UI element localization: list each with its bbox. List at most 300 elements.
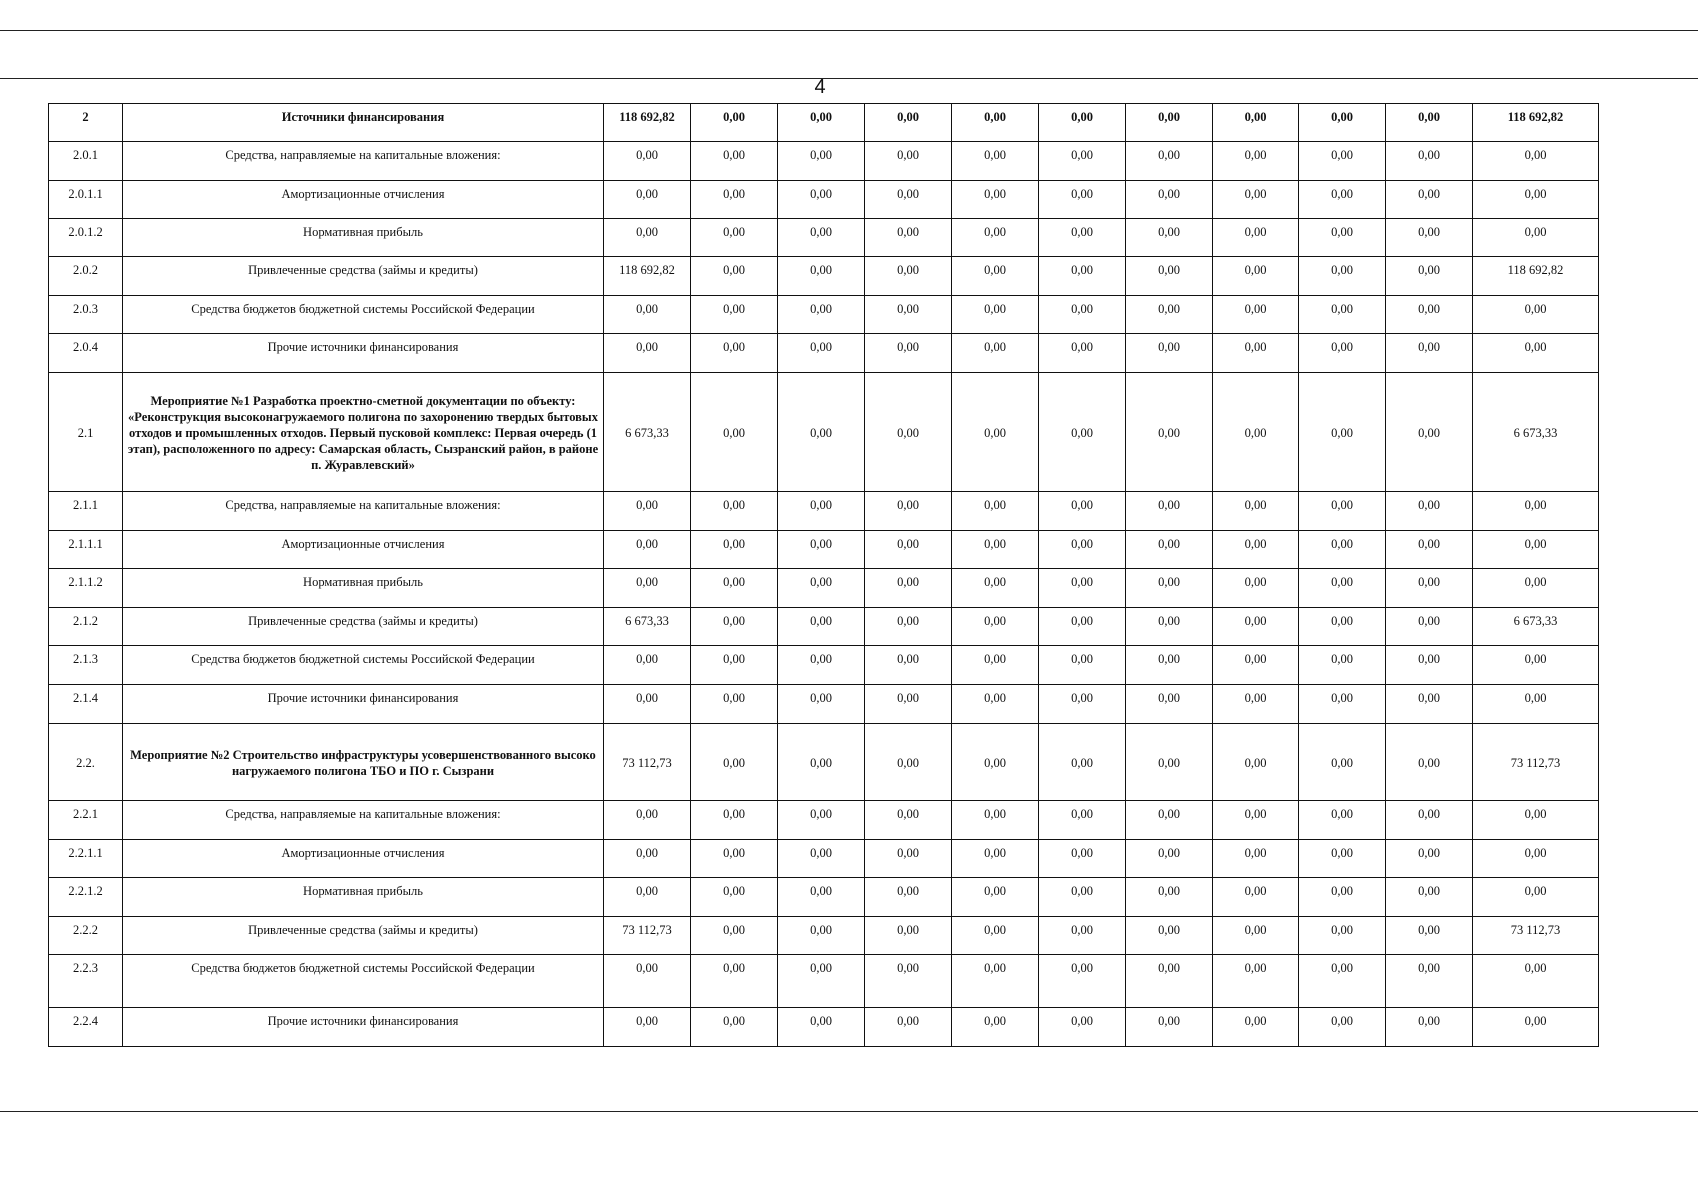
value-cell: 0,00 bbox=[1039, 646, 1126, 685]
value-cell: 0,00 bbox=[865, 646, 952, 685]
value-cell: 0,00 bbox=[1386, 646, 1473, 685]
value-cell: 0,00 bbox=[1299, 955, 1386, 1008]
value-cell: 0,00 bbox=[952, 801, 1039, 840]
value-cell: 0,00 bbox=[865, 296, 952, 334]
value-cell: 0,00 bbox=[1039, 492, 1126, 531]
table-row bbox=[49, 492, 1599, 531]
page-number: 4 bbox=[814, 76, 826, 98]
value-cell: 0,00 bbox=[778, 257, 865, 296]
value-cell: 0,00 bbox=[1213, 181, 1299, 219]
value-cell: 0,00 bbox=[952, 878, 1039, 917]
value-cell: 0,00 bbox=[1299, 840, 1386, 878]
value-cell: 0,00 bbox=[1213, 531, 1299, 569]
row-code: 2.2.2 bbox=[49, 917, 123, 955]
row-total-cell: 0,00 bbox=[1473, 569, 1599, 608]
value-cell: 0,00 bbox=[1386, 955, 1473, 1008]
value-cell: 0,00 bbox=[778, 492, 865, 531]
value-cell: 0,00 bbox=[691, 373, 778, 492]
value-cell: 0,00 bbox=[865, 334, 952, 373]
row-total-cell: 0,00 bbox=[1473, 955, 1599, 1008]
row-total-cell: 6 673,33 bbox=[1473, 608, 1599, 646]
value-cell: 0,00 bbox=[1386, 142, 1473, 181]
value-cell: 0,00 bbox=[865, 142, 952, 181]
value-cell: 0,00 bbox=[1386, 801, 1473, 840]
value-cell: 0,00 bbox=[1299, 142, 1386, 181]
value-cell: 0,00 bbox=[1213, 219, 1299, 257]
value-cell: 0,00 bbox=[604, 955, 691, 1008]
value-cell: 0,00 bbox=[691, 801, 778, 840]
table-row bbox=[49, 531, 1599, 569]
value-cell: 0,00 bbox=[865, 492, 952, 531]
row-code: 2.0.1 bbox=[49, 142, 123, 181]
value-cell: 0,00 bbox=[778, 373, 865, 492]
value-cell: 0,00 bbox=[865, 373, 952, 492]
value-cell: 0,00 bbox=[778, 646, 865, 685]
row-name: Источники финансирования bbox=[123, 104, 604, 142]
value-cell: 0,00 bbox=[1039, 296, 1126, 334]
value-cell: 0,00 bbox=[1126, 257, 1213, 296]
row-name: Средства, направляемые на капитальные вложения: bbox=[123, 492, 604, 531]
value-cell: 0,00 bbox=[1126, 724, 1213, 801]
value-cell: 0,00 bbox=[952, 608, 1039, 646]
row-total-cell: 0,00 bbox=[1473, 181, 1599, 219]
value-cell: 0,00 bbox=[952, 685, 1039, 724]
row-name: Средства бюджетов бюджетной системы Российской Федерации bbox=[123, 646, 604, 685]
value-cell: 0,00 bbox=[604, 142, 691, 181]
row-name: Амортизационные отчисления bbox=[123, 840, 604, 878]
value-cell: 0,00 bbox=[1126, 142, 1213, 181]
value-cell: 0,00 bbox=[1386, 608, 1473, 646]
value-cell: 0,00 bbox=[865, 569, 952, 608]
value-cell: 0,00 bbox=[865, 724, 952, 801]
value-cell: 0,00 bbox=[1213, 296, 1299, 334]
value-cell: 0,00 bbox=[952, 296, 1039, 334]
value-cell: 0,00 bbox=[865, 685, 952, 724]
row-name: Мероприятие №2 Строительство инфраструктуры усовершенствованного высоко нагружаемого полигона ТБО и ПО г. Сызрани bbox=[123, 724, 604, 801]
value-cell: 0,00 bbox=[1299, 219, 1386, 257]
row-code: 2.0.2 bbox=[49, 257, 123, 296]
row-name: Средства, направляемые на капитальные вложения: bbox=[123, 142, 604, 181]
value-cell: 6 673,33 bbox=[604, 373, 691, 492]
row-total-cell: 0,00 bbox=[1473, 840, 1599, 878]
row-name: Прочие источники финансирования bbox=[123, 1008, 604, 1047]
value-cell: 0,00 bbox=[1126, 955, 1213, 1008]
value-cell: 0,00 bbox=[778, 334, 865, 373]
value-cell: 0,00 bbox=[691, 142, 778, 181]
value-cell: 0,00 bbox=[1299, 104, 1386, 142]
value-cell: 0,00 bbox=[952, 840, 1039, 878]
row-code: 2.0.4 bbox=[49, 334, 123, 373]
value-cell: 0,00 bbox=[1386, 492, 1473, 531]
value-cell: 0,00 bbox=[865, 608, 952, 646]
value-cell: 0,00 bbox=[1299, 1008, 1386, 1047]
value-cell: 0,00 bbox=[1126, 492, 1213, 531]
value-cell: 0,00 bbox=[1213, 569, 1299, 608]
value-cell: 0,00 bbox=[604, 181, 691, 219]
row-name: Привлеченные средства (займы и кредиты) bbox=[123, 257, 604, 296]
value-cell: 0,00 bbox=[778, 955, 865, 1008]
row-name: Прочие источники финансирования bbox=[123, 685, 604, 724]
row-code: 2.0.1.2 bbox=[49, 219, 123, 257]
value-cell: 0,00 bbox=[952, 569, 1039, 608]
row-name: Привлеченные средства (займы и кредиты) bbox=[123, 917, 604, 955]
value-cell: 0,00 bbox=[778, 142, 865, 181]
value-cell: 0,00 bbox=[1126, 878, 1213, 917]
table-row bbox=[49, 181, 1599, 219]
value-cell: 0,00 bbox=[604, 492, 691, 531]
value-cell: 0,00 bbox=[778, 878, 865, 917]
value-cell: 0,00 bbox=[1386, 878, 1473, 917]
table-row bbox=[49, 296, 1599, 334]
row-name: Мероприятие №1 Разработка проектно-сметной документации по объекту: «Реконструкция высоконагружаемого полигона по захоронению твердых бытовых отходов и промышленных отходов. Первый пусковой комплекс: Первая очередь (1 этап), расположенного по адресу: Самарская область, Сызранский район, в районе п. Журавлевский» bbox=[123, 373, 604, 492]
value-cell: 0,00 bbox=[1213, 142, 1299, 181]
value-cell: 0,00 bbox=[1126, 840, 1213, 878]
value-cell: 0,00 bbox=[1386, 531, 1473, 569]
row-total-cell: 0,00 bbox=[1473, 646, 1599, 685]
value-cell: 0,00 bbox=[1299, 685, 1386, 724]
row-total-cell: 0,00 bbox=[1473, 1008, 1599, 1047]
value-cell: 0,00 bbox=[1126, 296, 1213, 334]
row-total-cell: 0,00 bbox=[1473, 296, 1599, 334]
row-code: 2.1.1.2 bbox=[49, 569, 123, 608]
row-code: 2.1.2 bbox=[49, 608, 123, 646]
value-cell: 0,00 bbox=[1126, 531, 1213, 569]
value-cell: 0,00 bbox=[1299, 724, 1386, 801]
value-cell: 0,00 bbox=[1039, 142, 1126, 181]
value-cell: 0,00 bbox=[1299, 608, 1386, 646]
value-cell: 0,00 bbox=[1213, 334, 1299, 373]
value-cell: 0,00 bbox=[691, 646, 778, 685]
value-cell: 0,00 bbox=[1039, 373, 1126, 492]
financing-table bbox=[48, 103, 1599, 1047]
value-cell: 0,00 bbox=[778, 219, 865, 257]
row-total-cell: 118 692,82 bbox=[1473, 257, 1599, 296]
row-total-cell: 0,00 bbox=[1473, 219, 1599, 257]
value-cell: 0,00 bbox=[1386, 569, 1473, 608]
value-cell: 0,00 bbox=[691, 608, 778, 646]
value-cell: 0,00 bbox=[1213, 257, 1299, 296]
value-cell: 0,00 bbox=[1386, 724, 1473, 801]
value-cell: 0,00 bbox=[604, 334, 691, 373]
row-name: Нормативная прибыль bbox=[123, 878, 604, 917]
table-row bbox=[49, 257, 1599, 296]
value-cell: 0,00 bbox=[1213, 955, 1299, 1008]
row-total-cell: 73 112,73 bbox=[1473, 724, 1599, 801]
value-cell: 0,00 bbox=[865, 1008, 952, 1047]
row-total-cell: 118 692,82 bbox=[1473, 104, 1599, 142]
table-row bbox=[49, 104, 1599, 142]
row-name: Амортизационные отчисления bbox=[123, 181, 604, 219]
row-code: 2.2.1.2 bbox=[49, 878, 123, 917]
value-cell: 0,00 bbox=[778, 608, 865, 646]
row-code: 2.1.1.1 bbox=[49, 531, 123, 569]
value-cell: 0,00 bbox=[778, 840, 865, 878]
row-name: Привлеченные средства (займы и кредиты) bbox=[123, 608, 604, 646]
row-total-cell: 0,00 bbox=[1473, 685, 1599, 724]
value-cell: 0,00 bbox=[1039, 608, 1126, 646]
value-cell: 0,00 bbox=[604, 219, 691, 257]
value-cell: 73 112,73 bbox=[604, 724, 691, 801]
table-row-measure bbox=[49, 373, 1599, 492]
value-cell: 0,00 bbox=[1039, 257, 1126, 296]
value-cell: 0,00 bbox=[1126, 569, 1213, 608]
value-cell: 0,00 bbox=[778, 531, 865, 569]
value-cell: 0,00 bbox=[952, 1008, 1039, 1047]
value-cell: 0,00 bbox=[1126, 104, 1213, 142]
value-cell: 0,00 bbox=[952, 955, 1039, 1008]
value-cell: 0,00 bbox=[952, 531, 1039, 569]
value-cell: 0,00 bbox=[1213, 492, 1299, 531]
value-cell: 0,00 bbox=[1386, 104, 1473, 142]
row-code: 2.2.4 bbox=[49, 1008, 123, 1047]
row-code: 2.1.1 bbox=[49, 492, 123, 531]
value-cell: 0,00 bbox=[952, 257, 1039, 296]
table-row bbox=[49, 801, 1599, 840]
value-cell: 0,00 bbox=[778, 724, 865, 801]
value-cell: 0,00 bbox=[778, 917, 865, 955]
value-cell: 0,00 bbox=[865, 840, 952, 878]
value-cell: 0,00 bbox=[1386, 373, 1473, 492]
value-cell: 0,00 bbox=[691, 1008, 778, 1047]
value-cell: 0,00 bbox=[1386, 334, 1473, 373]
row-code: 2.2.1.1 bbox=[49, 840, 123, 878]
table-row bbox=[49, 608, 1599, 646]
value-cell: 0,00 bbox=[1299, 334, 1386, 373]
value-cell: 0,00 bbox=[604, 569, 691, 608]
value-cell: 0,00 bbox=[1213, 878, 1299, 917]
value-cell: 0,00 bbox=[691, 334, 778, 373]
value-cell: 0,00 bbox=[1039, 181, 1126, 219]
value-cell: 0,00 bbox=[604, 685, 691, 724]
value-cell: 0,00 bbox=[952, 104, 1039, 142]
row-total-cell: 0,00 bbox=[1473, 334, 1599, 373]
value-cell: 0,00 bbox=[604, 878, 691, 917]
value-cell: 73 112,73 bbox=[604, 917, 691, 955]
bottom-rule bbox=[0, 1111, 1698, 1112]
table-row-measure bbox=[49, 724, 1599, 801]
value-cell: 0,00 bbox=[952, 492, 1039, 531]
value-cell: 0,00 bbox=[1386, 1008, 1473, 1047]
value-cell: 0,00 bbox=[1299, 492, 1386, 531]
value-cell: 0,00 bbox=[778, 104, 865, 142]
value-cell: 0,00 bbox=[1039, 878, 1126, 917]
value-cell: 0,00 bbox=[1299, 917, 1386, 955]
value-cell: 0,00 bbox=[691, 219, 778, 257]
value-cell: 0,00 bbox=[691, 840, 778, 878]
value-cell: 0,00 bbox=[1386, 181, 1473, 219]
value-cell: 0,00 bbox=[952, 334, 1039, 373]
value-cell: 0,00 bbox=[1126, 801, 1213, 840]
row-name: Нормативная прибыль bbox=[123, 219, 604, 257]
table-row bbox=[49, 840, 1599, 878]
row-total-cell: 0,00 bbox=[1473, 878, 1599, 917]
value-cell: 0,00 bbox=[604, 531, 691, 569]
value-cell: 0,00 bbox=[604, 646, 691, 685]
value-cell: 0,00 bbox=[1213, 917, 1299, 955]
value-cell: 0,00 bbox=[1213, 104, 1299, 142]
value-cell: 0,00 bbox=[1126, 219, 1213, 257]
row-code: 2.1.3 bbox=[49, 646, 123, 685]
value-cell: 0,00 bbox=[778, 181, 865, 219]
value-cell: 0,00 bbox=[691, 569, 778, 608]
value-cell: 0,00 bbox=[1039, 219, 1126, 257]
header-rule bbox=[0, 78, 1698, 79]
value-cell: 0,00 bbox=[1386, 219, 1473, 257]
row-total-cell: 0,00 bbox=[1473, 531, 1599, 569]
row-name: Средства, направляемые на капитальные вложения: bbox=[123, 801, 604, 840]
row-code: 2.0.3 bbox=[49, 296, 123, 334]
table-row bbox=[49, 685, 1599, 724]
value-cell: 0,00 bbox=[1126, 685, 1213, 724]
value-cell: 0,00 bbox=[778, 569, 865, 608]
row-code: 2.2. bbox=[49, 724, 123, 801]
value-cell: 0,00 bbox=[691, 955, 778, 1008]
table-row bbox=[49, 1008, 1599, 1047]
value-cell: 0,00 bbox=[778, 296, 865, 334]
value-cell: 0,00 bbox=[1386, 685, 1473, 724]
row-code: 2.2.3 bbox=[49, 955, 123, 1008]
value-cell: 0,00 bbox=[1126, 646, 1213, 685]
value-cell: 0,00 bbox=[1039, 685, 1126, 724]
row-total-cell: 0,00 bbox=[1473, 492, 1599, 531]
value-cell: 0,00 bbox=[1039, 801, 1126, 840]
value-cell: 0,00 bbox=[604, 801, 691, 840]
value-cell: 0,00 bbox=[1039, 104, 1126, 142]
table-row bbox=[49, 955, 1599, 1008]
row-name: Амортизационные отчисления bbox=[123, 531, 604, 569]
value-cell: 0,00 bbox=[865, 955, 952, 1008]
value-cell: 0,00 bbox=[865, 257, 952, 296]
value-cell: 0,00 bbox=[1126, 334, 1213, 373]
row-code: 2.2.1 bbox=[49, 801, 123, 840]
table-row bbox=[49, 334, 1599, 373]
value-cell: 0,00 bbox=[1386, 257, 1473, 296]
value-cell: 0,00 bbox=[691, 104, 778, 142]
value-cell: 0,00 bbox=[691, 878, 778, 917]
value-cell: 0,00 bbox=[691, 685, 778, 724]
table-row bbox=[49, 917, 1599, 955]
value-cell: 0,00 bbox=[1386, 296, 1473, 334]
value-cell: 0,00 bbox=[1039, 917, 1126, 955]
value-cell: 0,00 bbox=[865, 531, 952, 569]
value-cell: 0,00 bbox=[1213, 1008, 1299, 1047]
row-code: 2.1.4 bbox=[49, 685, 123, 724]
value-cell: 0,00 bbox=[865, 104, 952, 142]
value-cell: 0,00 bbox=[1126, 373, 1213, 492]
value-cell: 0,00 bbox=[691, 296, 778, 334]
value-cell: 0,00 bbox=[1299, 181, 1386, 219]
value-cell: 0,00 bbox=[1126, 917, 1213, 955]
value-cell: 6 673,33 bbox=[604, 608, 691, 646]
value-cell: 0,00 bbox=[865, 917, 952, 955]
value-cell: 0,00 bbox=[691, 917, 778, 955]
value-cell: 0,00 bbox=[691, 531, 778, 569]
value-cell: 0,00 bbox=[604, 296, 691, 334]
value-cell: 0,00 bbox=[691, 181, 778, 219]
value-cell: 0,00 bbox=[952, 373, 1039, 492]
value-cell: 0,00 bbox=[604, 1008, 691, 1047]
row-code: 2 bbox=[49, 104, 123, 142]
row-name: Нормативная прибыль bbox=[123, 569, 604, 608]
value-cell: 0,00 bbox=[1213, 685, 1299, 724]
value-cell: 0,00 bbox=[1039, 955, 1126, 1008]
value-cell: 0,00 bbox=[952, 181, 1039, 219]
value-cell: 0,00 bbox=[865, 219, 952, 257]
value-cell: 0,00 bbox=[1039, 840, 1126, 878]
value-cell: 0,00 bbox=[778, 1008, 865, 1047]
row-code: 2.0.1.1 bbox=[49, 181, 123, 219]
value-cell: 0,00 bbox=[952, 219, 1039, 257]
value-cell: 0,00 bbox=[1299, 531, 1386, 569]
value-cell: 0,00 bbox=[1213, 373, 1299, 492]
value-cell: 118 692,82 bbox=[604, 257, 691, 296]
table-body bbox=[49, 104, 1599, 1047]
value-cell: 0,00 bbox=[952, 142, 1039, 181]
value-cell: 0,00 bbox=[865, 181, 952, 219]
value-cell: 0,00 bbox=[1299, 801, 1386, 840]
value-cell: 0,00 bbox=[1386, 840, 1473, 878]
row-total-cell: 0,00 bbox=[1473, 801, 1599, 840]
value-cell: 0,00 bbox=[1126, 181, 1213, 219]
value-cell: 0,00 bbox=[865, 878, 952, 917]
value-cell: 0,00 bbox=[1039, 1008, 1126, 1047]
value-cell: 0,00 bbox=[1213, 801, 1299, 840]
value-cell: 0,00 bbox=[1039, 334, 1126, 373]
table-row bbox=[49, 142, 1599, 181]
table-row bbox=[49, 219, 1599, 257]
value-cell: 0,00 bbox=[1213, 840, 1299, 878]
table-row bbox=[49, 569, 1599, 608]
value-cell: 0,00 bbox=[778, 685, 865, 724]
value-cell: 0,00 bbox=[1039, 724, 1126, 801]
value-cell: 0,00 bbox=[1299, 646, 1386, 685]
row-total-cell: 73 112,73 bbox=[1473, 917, 1599, 955]
table-row bbox=[49, 878, 1599, 917]
value-cell: 0,00 bbox=[865, 801, 952, 840]
value-cell: 0,00 bbox=[691, 492, 778, 531]
value-cell: 0,00 bbox=[1039, 531, 1126, 569]
value-cell: 0,00 bbox=[1299, 373, 1386, 492]
value-cell: 0,00 bbox=[952, 724, 1039, 801]
value-cell: 0,00 bbox=[1299, 569, 1386, 608]
value-cell: 0,00 bbox=[778, 801, 865, 840]
value-cell: 0,00 bbox=[952, 917, 1039, 955]
value-cell: 0,00 bbox=[1213, 724, 1299, 801]
value-cell: 0,00 bbox=[1299, 257, 1386, 296]
table-row bbox=[49, 646, 1599, 685]
row-total-cell: 0,00 bbox=[1473, 142, 1599, 181]
row-name: Прочие источники финансирования bbox=[123, 334, 604, 373]
value-cell: 0,00 bbox=[1213, 646, 1299, 685]
top-rule bbox=[0, 30, 1698, 31]
value-cell: 0,00 bbox=[952, 646, 1039, 685]
value-cell: 0,00 bbox=[1213, 608, 1299, 646]
row-name: Средства бюджетов бюджетной системы Российской Федерации bbox=[123, 296, 604, 334]
value-cell: 118 692,82 bbox=[604, 104, 691, 142]
value-cell: 0,00 bbox=[1126, 1008, 1213, 1047]
value-cell: 0,00 bbox=[1299, 296, 1386, 334]
value-cell: 0,00 bbox=[1386, 917, 1473, 955]
row-name: Средства бюджетов бюджетной системы Российской Федерации bbox=[123, 955, 604, 1008]
value-cell: 0,00 bbox=[1039, 569, 1126, 608]
row-code: 2.1 bbox=[49, 373, 123, 492]
value-cell: 0,00 bbox=[691, 257, 778, 296]
value-cell: 0,00 bbox=[691, 724, 778, 801]
row-total-cell: 6 673,33 bbox=[1473, 373, 1599, 492]
value-cell: 0,00 bbox=[1299, 878, 1386, 917]
value-cell: 0,00 bbox=[604, 840, 691, 878]
value-cell: 0,00 bbox=[1126, 608, 1213, 646]
